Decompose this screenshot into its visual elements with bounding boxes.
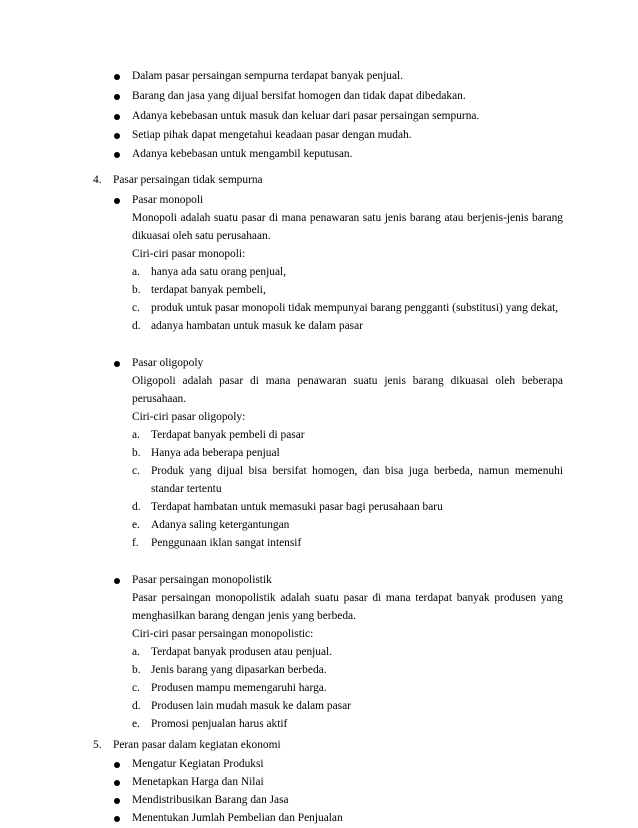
list-letter: b. bbox=[132, 447, 141, 459]
section-5-title: Peran pasar dalam kegiatan ekonomi bbox=[113, 739, 281, 751]
list-item: hanya ada satu orang penjual, bbox=[151, 266, 287, 278]
list-item: Produsen lain mudah masuk ke dalam pasar bbox=[151, 700, 351, 712]
list-item: Produsen mampu memengaruhi harga. bbox=[151, 682, 327, 694]
bullet-icon bbox=[114, 361, 120, 367]
list-item: terdapat banyak pembeli, bbox=[151, 284, 266, 296]
section-5-bullet-1: Mengatur Kegiatan Produksi bbox=[132, 758, 264, 770]
bullet-icon bbox=[114, 74, 120, 80]
list-item: Terdapat banyak produsen atau penjual. bbox=[151, 646, 333, 658]
oligopoli-desc-line1: Oligopoli adalah pasar di mana penawaran suatu jenis barang dikuasai oleh beberapa bbox=[132, 375, 563, 387]
list-letter: b. bbox=[132, 284, 141, 296]
list-item: Adanya saling ketergantungan bbox=[151, 519, 290, 531]
oligopoli-ciri-title: Ciri-ciri pasar oligopoly: bbox=[132, 411, 246, 423]
list-item: adanya hambatan untuk masuk ke dalam pasar bbox=[151, 320, 363, 332]
list-letter: c. bbox=[132, 302, 140, 314]
monopolistik-desc-line2: menghasilkan barang dengan jenis yang berbeda. bbox=[132, 610, 356, 622]
top-bullet-3: Adanya kebebasan untuk masuk dan keluar dari pasar persaingan sempurna. bbox=[132, 110, 480, 122]
list-letter: a. bbox=[132, 646, 140, 658]
list-letter: f. bbox=[132, 537, 139, 549]
bullet-icon bbox=[114, 798, 120, 804]
bullet-icon bbox=[114, 152, 120, 158]
list-letter: c. bbox=[132, 682, 140, 694]
list-item: Jenis barang yang dipasarkan berbeda. bbox=[151, 664, 327, 676]
monopoli-heading: Pasar monopoli bbox=[132, 194, 204, 206]
list-letter: a. bbox=[132, 266, 140, 278]
list-item: Produk yang dijual bisa bersifat homogen, dan bisa juga berbeda, namun memenuhi bbox=[151, 465, 563, 477]
oligopoli-heading: Pasar oligopoly bbox=[132, 357, 204, 369]
list-item: Terdapat banyak pembeli di pasar bbox=[151, 429, 305, 441]
monopoli-desc-line1: Monopoli adalah suatu pasar di mana penawaran satu jenis barang atau berjenis-jenis barang bbox=[132, 212, 563, 224]
list-item: produk untuk pasar monopoli tidak mempunyai barang pengganti (substitusi) yang dekat, bbox=[151, 302, 559, 314]
bullet-icon bbox=[114, 780, 120, 786]
top-bullet-4: Setiap pihak dapat mengetahui keadaan pasar dengan mudah. bbox=[132, 129, 412, 141]
list-letter: a. bbox=[132, 429, 140, 441]
bullet-icon bbox=[114, 762, 120, 768]
list-letter: d. bbox=[132, 320, 141, 332]
bullet-icon bbox=[114, 94, 120, 100]
monopolistik-heading: Pasar persaingan monopolistik bbox=[132, 574, 272, 586]
list-item-continuation: standar tertentu bbox=[151, 483, 222, 495]
section-4-number: 4. bbox=[93, 174, 102, 186]
list-letter: d. bbox=[132, 501, 141, 513]
top-bullet-1: Dalam pasar persaingan sempurna terdapat banyak penjual. bbox=[132, 70, 404, 82]
section-5-number: 5. bbox=[93, 739, 102, 751]
monopoli-desc-line2: dikuasai oleh satu perusahaan. bbox=[132, 230, 271, 242]
bullet-icon bbox=[114, 133, 120, 139]
section-5-bullet-2: Menetapkan Harga dan Nilai bbox=[132, 776, 264, 788]
bullet-icon bbox=[114, 198, 120, 204]
section-4-title: Pasar persaingan tidak sempurna bbox=[113, 174, 263, 186]
monopolistik-ciri-title: Ciri-ciri pasar persaingan monopolistic: bbox=[132, 628, 314, 640]
list-letter: e. bbox=[132, 718, 140, 730]
list-item: Terdapat hambatan untuk memasuki pasar bagi perusahaan baru bbox=[151, 501, 443, 513]
list-item: Penggunaan iklan sangat intensif bbox=[151, 537, 302, 549]
bullet-icon bbox=[114, 578, 120, 584]
monopoli-ciri-title: Ciri-ciri pasar monopoli: bbox=[132, 248, 246, 260]
section-5-bullet-4: Menentukan Jumlah Pembelian dan Penjualan bbox=[132, 812, 343, 824]
oligopoli-desc-line2: perusahaan. bbox=[132, 393, 187, 405]
section-5-bullet-3: Mendistribusikan Barang dan Jasa bbox=[132, 794, 289, 806]
top-bullet-2: Barang dan jasa yang dijual bersifat homogen dan tidak dapat dibedakan. bbox=[132, 90, 466, 102]
bullet-icon bbox=[114, 816, 120, 822]
list-letter: e. bbox=[132, 519, 140, 531]
list-letter: b. bbox=[132, 664, 141, 676]
list-item: Promosi penjualan harus aktif bbox=[151, 718, 288, 730]
list-item: Hanya ada beberapa penjual bbox=[151, 447, 280, 459]
bullet-icon bbox=[114, 114, 120, 120]
monopolistik-desc-line1: Pasar persaingan monopolistik adalah suatu pasar di mana terdapat banyak produsen yang bbox=[132, 592, 563, 604]
list-letter: d. bbox=[132, 700, 141, 712]
top-bullet-5: Adanya kebebasan untuk mengambil keputusan. bbox=[132, 148, 353, 160]
list-letter: c. bbox=[132, 465, 140, 477]
